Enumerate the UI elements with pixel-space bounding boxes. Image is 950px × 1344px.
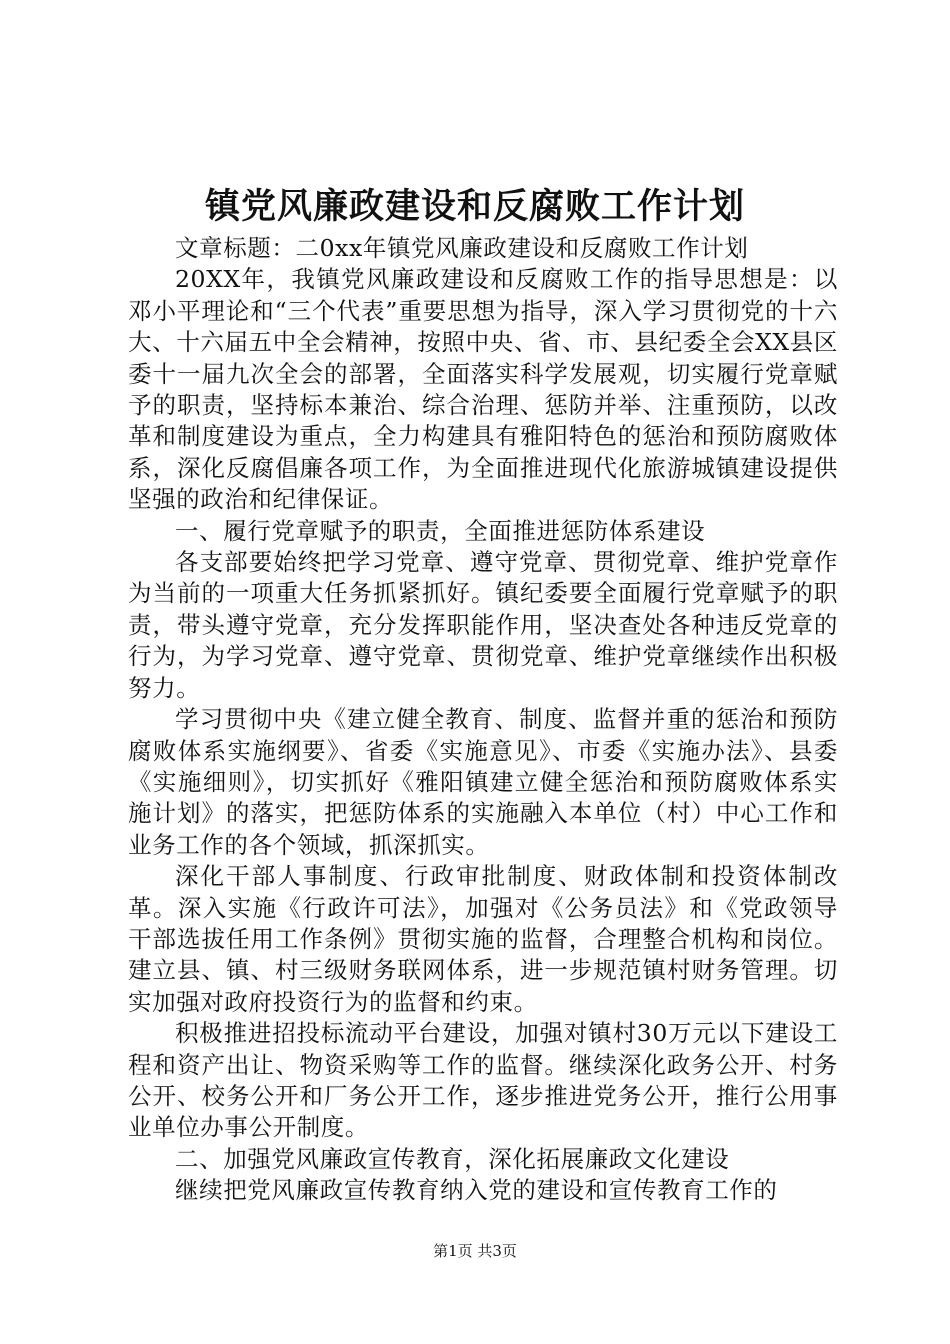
body-paragraph: 继续把党风廉政宣传教育纳入党的建设和宣传教育工作的: [175, 1176, 778, 1205]
body-paragraph: 学习贯彻中央《建立健全教育、制度、监督并重的惩治和预防腐败体系实施纲要》、省委《实施意见》、市委《实施办法》、县委《实施细则》，切实抓好《雅阳镇建立健全惩治和预防腐败体系实施计划》的落实，把惩防体系的实施融入本单位（村）中心工作和业务工作的各个领域，抓深抓实。: [128, 705, 838, 859]
section-heading-2: 二、加强党风廉政宣传教育，深化拓展廉政文化建设: [175, 1144, 730, 1173]
body-paragraph: 积极推进招投标流动平台建设，加强对镇村30万元以下建设工程和资产出让、物资采购等工作的监督。继续深化政务公开、村务公开、校务公开和厂务公开工作，逐步推进党务公开，推行公用事业单位办事公开制度。: [128, 1019, 838, 1142]
guiding-ideology-paragraph: 20XX年，我镇党风廉政建设和反腐败工作的指导思想是：以邓小平理论和“三个代表”重要思想为指导，深入学习贯彻党的十六大、十六届五中全会精神，按照中央、省、市、县纪委全会XX县区委十一届九次全会的部署，全面落实科学发展观，切实履行党章赋予的职责，坚持标本兼治、综合治理、惩防并举、注重预防，以改革和制度建设为重点，全力构建具有雅阳特色的惩治和预防腐败体系，深化反腐倡廉各项工作，为全面推进现代化旅游城镇建设提供坚强的政治和纪律保证。: [128, 265, 838, 514]
page-number-footer: 第1页 共3页: [433, 1242, 517, 1260]
section-heading-1: 一、履行党章赋予的职责，全面推进惩防体系建设: [175, 516, 706, 545]
document-body: [128, 233, 838, 1207]
body-paragraph: 深化干部人事制度、行政审批制度、财政体制和投资体制改革。深入实施《行政许可法》，加强对《公务员法》和《党政领导干部选拔任用工作条例》贯彻实施的监督，合理整合机构和岗位。建立县、镇、村三级财务联网体系，进一步规范镇村财务管理。切实加强对政府投资行为的监督和约束。: [128, 862, 838, 1016]
document-title: 镇党风廉政建设和反腐败工作计划: [204, 186, 745, 227]
body-paragraph: 各支部要始终把学习党章、遵守党章、贯彻党章、维护党章作为当前的一项重大任务抓紧抓好。镇纪委要全面履行党章赋予的职责，带头遵守党章，充分发挥职能作用，坚决查处各种违反党章的行为，为学习党章、遵守党章、贯彻党章、维护党章继续作出积极努力。: [128, 548, 838, 702]
article-title-line: 文章标题：二0xx年镇党风廉政建设和反腐败工作计划: [175, 234, 749, 262]
